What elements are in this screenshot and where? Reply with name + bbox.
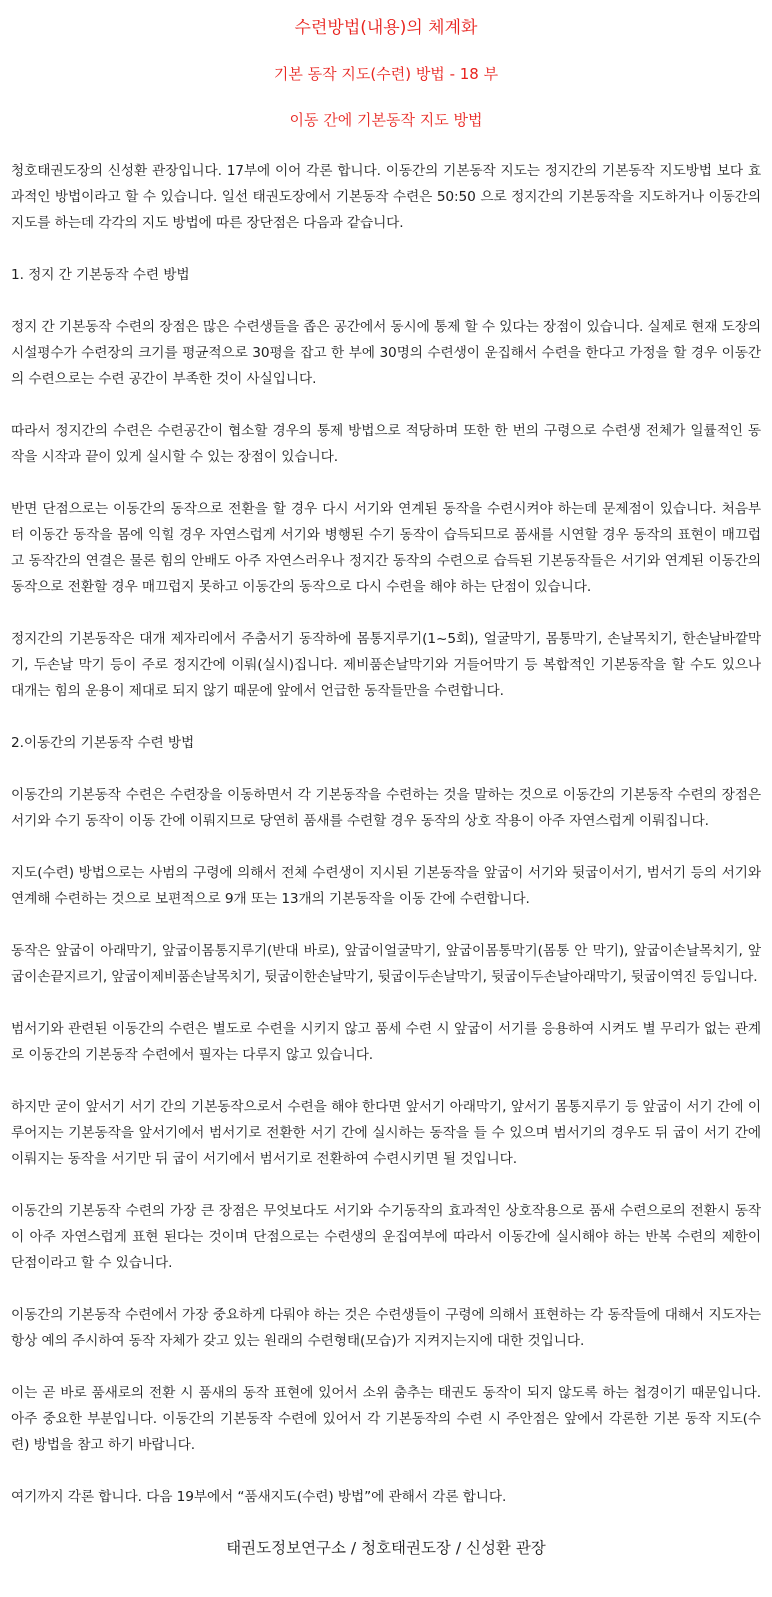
paragraph: 정지간의 기본동작은 대개 제자리에서 주춤서기 동작하에 몸통지루기(1~5회), 얼굴막기, 몸통막기, 손날목치기, 한손날바깥막기, 두손날 막기 등이 주로 정지간에 이뤄(실시)집니다. 제비품손날막기와 거들어막기 등 복합적인 기본동작을 할 수도 있으나 대개는 힘의 운용이 제대로 되지 않기 때문에 앞에서 언급한 동작들만을 수련합니다. [11, 631, 761, 699]
paragraph: 이동간의 기본동작 수련은 수련장을 이동하면서 각 기본동작을 수련하는 것을 말하는 것으로 이동간의 기본동작 수련의 장점은 서기와 수기 동작이 이동 간에 이뤄지므로 당연히 품새를 수련할 경우 동작의 상호 작용이 아주 자연스럽게 이뤄집니다. [11, 787, 761, 829]
paragraph: 따라서 정지간의 수련은 수련공간이 협소할 경우의 통제 방법으로 적당하며 또한 한 번의 구령으로 수련생 전체가 일률적인 동작을 시작과 끝이 있게 실시할 수 있는 장점이 있습니다. [11, 423, 761, 465]
author-credit: 태권도정보연구소 / 청호태권도장 / 신성환 관장 [226, 1539, 546, 1557]
paragraph: 이동간의 기본동작 수련의 가장 큰 장점은 무엇보다도 서기와 수기동작의 효과적인 상호작용으로 품새 수련으로의 전환시 동작이 아주 자연스럽게 표현 된다는 것이며 단점으로는 수련생의 운집여부에 따라서 이동간에 실시해야 하는 반복 수련의 제한이 단점이라고 할 수 있습니다. [11, 1203, 761, 1271]
article-topic: 이동 간에 기본동작 지도 방법 [289, 111, 483, 129]
article-body [11, 158, 761, 1510]
paragraph: 이는 곧 바로 품새로의 전환 시 품새의 동작 표현에 있어서 소위 춤추는 태권도 동작이 되지 않도록 하는 첩경이기 때문입니다. 아주 중요한 부분입니다. 이동간의 기본동작 수련에 있어서 각 기본동작의 수련 시 주안점은 앞에서 각론한 기본 동작 지도(수련) 방법을 참고 하기 바랍니다. [11, 1385, 761, 1453]
section-heading-moving: 2.이동간의 기본동작 수련 방법 [11, 735, 195, 751]
paragraph: 이동간의 기본동작 수련에서 가장 중요하게 다뤄야 하는 것은 수련생들이 구령에 의해서 표현하는 각 동작들에 대해서 지도자는 항상 예의 주시하여 동작 자체가 갖고 있는 원래의 수련형태(모습)가 지켜지는지에 대한 것입니다. [11, 1307, 761, 1349]
paragraph: 지도(수련) 방법으로는 사범의 구령에 의해서 전체 수련생이 지시된 기본동작을 앞굽이 서기와 뒷굽이서기, 범서기 등의 서기와 연계해 수련하는 것으로 보편적으로 9개 또는 13개의 기본동작을 이동 간에 수련합니다. [11, 865, 761, 907]
paragraph: 동작은 앞굽이 아래막기, 앞굽이몸통지루기(반대 바로), 앞굽이얼굴막기, 앞굽이몸통막기(몸통 안 막기), 앞굽이손날목치기, 앞굽이손끝지르기, 앞굽이제비품손날목치기, 뒷굽이한손날막기, 뒷굽이두손날막기, 뒷굽이두손날아래막기, 뒷굽이역진 등입니다. [11, 943, 761, 985]
paragraph: 반면 단점으로는 이동간의 동작으로 전환을 할 경우 다시 서기와 연계된 동작을 수련시켜야 하는데 문제점이 있습니다. 처음부터 이동간 동작을 몸에 익힐 경우 자연스럽게 서기와 병행된 수기 동작이 습득되므로 품새를 시연할 경우 동작의 표현이 매끄럽고 동작간의 연결은 물론 힘의 안배도 아주 자연스러우나 정지간 동작의 수련으로 습득된 기본동작들은 서기와 연계된 이동간의 동작으로 전환할 경우 매끄럽지 못하고 이동간의 동작으로 다시 수련을 해야 하는 단점이 있습니다. [11, 501, 761, 595]
section-heading-stationary: 1. 정지 간 기본동작 수련 방법 [11, 267, 190, 283]
article-subtitle: 기본 동작 지도(수련) 방법 - 18 부 [273, 65, 499, 83]
paragraph: 범서기와 관련된 이동간의 수련은 별도로 수련을 시키지 않고 품세 수련 시 앞굽이 서기를 응용하여 시켜도 별 무리가 없는 관계로 이동간의 기본동작 수련에서 필자는 다루지 않고 있습니다. [11, 1021, 761, 1063]
paragraph: 하지만 굳이 앞서기 서기 간의 기본동작으로서 수련을 해야 한다면 앞서기 아래막기, 앞서기 몸통지루기 등 앞굽이 서기 간에 이루어지는 기본동작을 앞서기에서 범서기로 전환한 서기 간에 실시하는 동작을 들 수 있으며 범서기의 경우도 뒤 굽이 서기 간에 이뤄지는 동작을 서기만 뒤 굽이 서기에서 범서기로 전환하여 수련시키면 될 것입니다. [11, 1099, 761, 1167]
paragraph-intro: 청호태권도장의 신성환 관장입니다. 17부에 이어 각론 합니다. 이동간의 기본동작 지도는 정지간의 기본동작 지도방법 보다 효과적인 방법이라고 할 수 있습니다. 일선 태권도장에서 기본동작 수련은 50:50 으로 정지간의 기본동작을 지도하거나 이동간의 지도를 하는데 각각의 지도 방법에 따른 장단점은 다음과 같습니다. [11, 163, 761, 231]
paragraph-closing: 여기까지 각론 합니다. 다음 19부에서 “품새지도(수련) 방법”에 관해서 각론 합니다. [11, 1489, 507, 1505]
article-title: 수련방법(내용)의 체계화 [294, 18, 478, 38]
paragraph: 정지 간 기본동작 수련의 장점은 많은 수련생들을 좁은 공간에서 동시에 통제 할 수 있다는 장점이 있습니다. 실제로 현재 도장의 시설평수가 수련장의 크기를 평균적으로 30평을 잡고 한 부에 30명의 수련생이 운집해서 수련을 한다고 가정을 할 경우 이동간의 수련으로는 수련 공간이 부족한 것이 사실입니다. [11, 319, 762, 387]
